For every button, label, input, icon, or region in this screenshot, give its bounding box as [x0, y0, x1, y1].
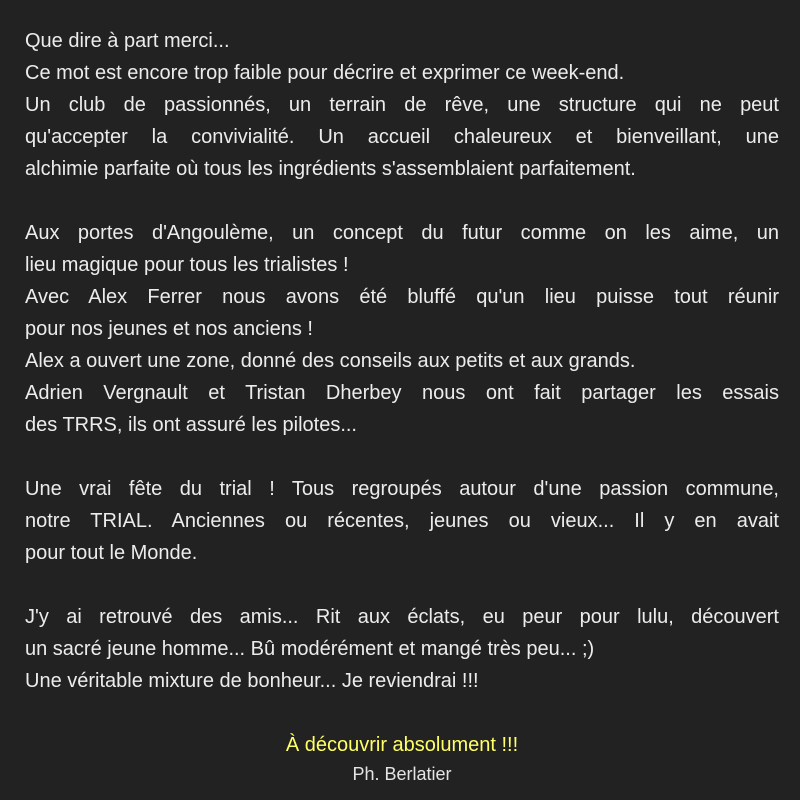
footer [25, 729, 779, 787]
text-line: Un club de passionnés, un terrain de rêve, une structure qui ne peut [25, 94, 779, 116]
text-line: Aux portes d'Angoulème, un concept du futur comme on les aime, un [25, 222, 779, 244]
text-line: pour tout le Monde. [25, 542, 198, 564]
text-line: notre TRIAL. Anciennes ou récentes, jeunes ou vieux... Il y en avait [25, 510, 779, 532]
recommendation-highlight: À découvrir absolument !!! [285, 734, 519, 756]
text-line: pour nos jeunes et nos anciens ! [25, 318, 313, 340]
paragraph-celebration [25, 473, 779, 569]
text-line: Que dire à part merci... [25, 30, 230, 52]
text-line: un sacré jeune homme... Bû modérément et mangé très peu... ;) [25, 638, 595, 660]
text-line: lieu magique pour tous les trialistes ! [25, 254, 349, 276]
text-line: alchimie parfaite où tous les ingrédients s'assemblaient parfaitement. [25, 158, 636, 180]
text-line: Avec Alex Ferrer nous avons été bluffé qu'un lieu puisse tout réunir [25, 286, 779, 308]
author-signature: Ph. Berlatier [352, 764, 452, 784]
paragraph-friends [25, 601, 779, 697]
text-line: Alex a ouvert une zone, donné des conseils aux petits et aux grands. [25, 350, 636, 372]
text-line: Une véritable mixture de bonheur... Je reviendrai !!! [25, 670, 479, 692]
text-line: qu'accepter la convivialité. Un accueil chaleureux et bienveillant, une [25, 126, 779, 148]
paragraph-thanks [25, 25, 779, 185]
paragraph-venue [25, 217, 779, 441]
text-line: des TRRS, ils ont assuré les pilotes... [25, 414, 357, 436]
text-line: Une vrai fête du trial ! Tous regroupés autour d'une passion commune, [25, 478, 779, 500]
text-line: J'y ai retrouvé des amis... Rit aux éclats, eu peur pour lulu, découvert [25, 606, 779, 628]
text-line: Ce mot est encore trop faible pour décrire et exprimer ce week-end. [25, 62, 625, 84]
text-line: Adrien Vergnault et Tristan Dherbey nous ont fait partager les essais [25, 382, 779, 404]
